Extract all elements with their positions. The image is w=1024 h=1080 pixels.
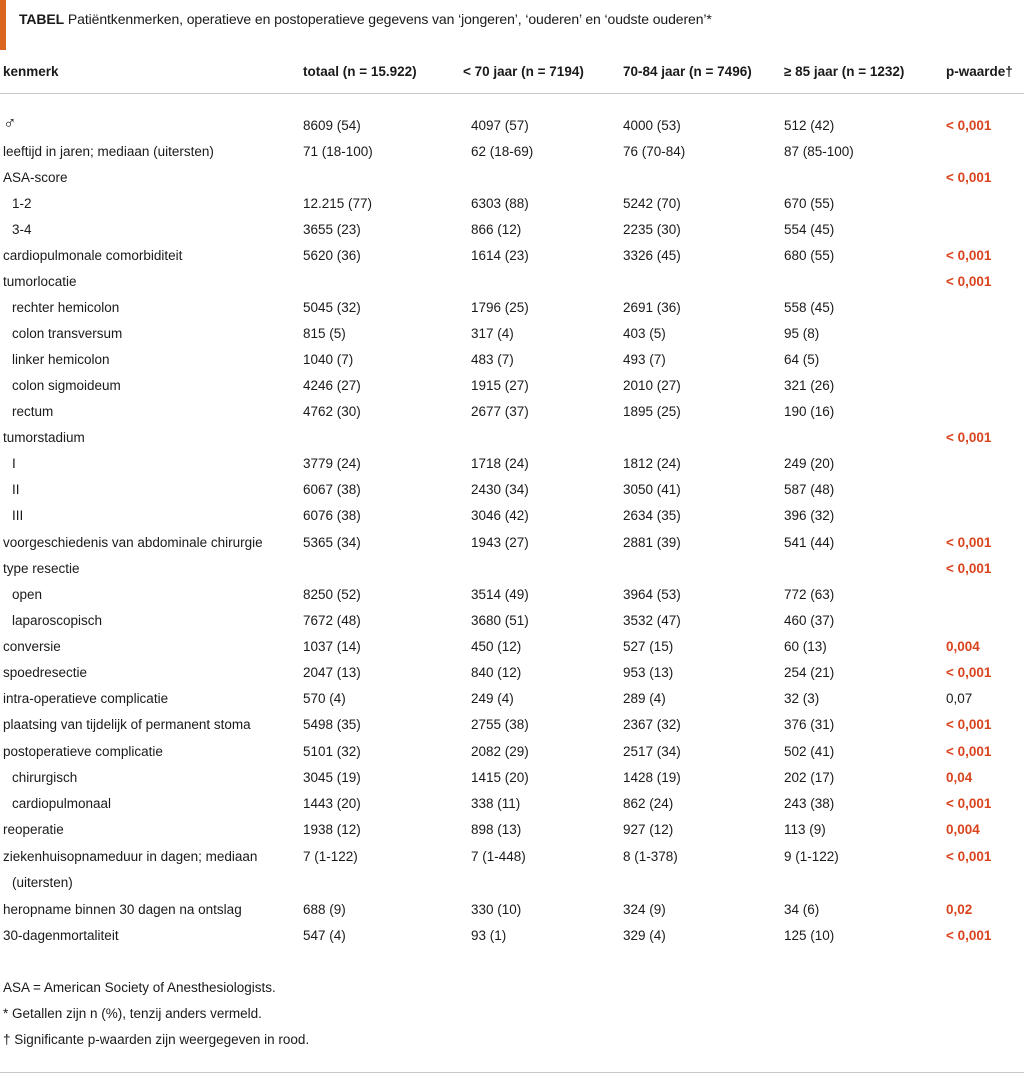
table-row [0,638,1024,664]
table-row [0,143,1024,169]
cell-old: 772 (63) [784,587,835,602]
p-value: < 0,001 [946,430,992,445]
cell-totaal: 1443 (20) [303,796,361,811]
cell-old: 376 (31) [784,717,835,732]
row-label-line: (uitersten) [12,875,73,890]
cell-mid: 2235 (30) [623,222,681,237]
cell-mid: 1895 (25) [623,404,681,419]
cell-totaal: 547 (4) [303,928,346,943]
cell-old: 249 (20) [784,456,835,471]
cell-old: 321 (26) [784,378,835,393]
header-mid: 70-84 jaar (n = 7496) [623,64,752,79]
cell-old: 460 (37) [784,613,835,628]
cell-old: 587 (48) [784,482,835,497]
cell-young: 1614 (23) [471,248,529,263]
cell-old: 554 (45) [784,222,835,237]
bottom-divider [0,1072,1024,1073]
cell-totaal: 6076 (38) [303,508,361,523]
cell-young: 483 (7) [471,352,514,367]
cell-totaal: 570 (4) [303,691,346,706]
cell-totaal: 815 (5) [303,326,346,341]
cell-old: 87 (85-100) [784,144,854,159]
row-label: spoedresectie [3,665,88,680]
cell-old: 680 (55) [784,248,835,263]
p-value: 0,02 [946,902,973,917]
cell-totaal: 5101 (32) [303,744,361,759]
cell-totaal: 1037 (14) [303,639,361,654]
cell-totaal: 3045 (19) [303,770,361,785]
cell-young: 3046 (42) [471,508,529,523]
cell-mid: 3964 (53) [623,587,681,602]
cell-totaal: 5045 (32) [303,300,361,315]
cell-mid: 403 (5) [623,326,666,341]
cell-young: 1415 (20) [471,770,529,785]
cell-young: 338 (11) [471,796,521,811]
p-value: < 0,001 [946,744,992,759]
table-row [0,507,1024,533]
cell-totaal: 4246 (27) [303,378,361,393]
row-label: rechter hemicolon [12,300,120,315]
row-label: II [12,482,20,497]
p-value: 0,04 [946,770,973,785]
p-value: < 0,001 [946,849,992,864]
cell-mid: 927 (12) [623,822,674,837]
cell-totaal: 2047 (13) [303,665,361,680]
cell-young: 2082 (29) [471,744,529,759]
cell-totaal: 5620 (36) [303,248,361,263]
cell-young: 6303 (88) [471,196,529,211]
cell-young: 7 (1-448) [471,849,526,864]
p-value: < 0,001 [946,170,992,185]
cell-totaal: 4762 (30) [303,404,361,419]
row-label: rectum [12,404,54,419]
table-row [0,429,1024,455]
cell-totaal: 71 (18-100) [303,144,373,159]
table-row [0,534,1024,560]
cell-old: 125 (10) [784,928,835,943]
cell-mid: 324 (9) [623,902,666,917]
p-value: < 0,001 [946,118,992,133]
row-label: plaatsing van tijdelijk of permanent stoma [3,717,251,732]
table-row [0,325,1024,351]
cell-totaal: 3655 (23) [303,222,361,237]
row-label: colon transversum [12,326,123,341]
cell-totaal: 12.215 (77) [303,196,373,211]
cell-totaal: 1040 (7) [303,352,354,367]
cell-young: 450 (12) [471,639,522,654]
cell-young: 840 (12) [471,665,522,680]
cell-old: 558 (45) [784,300,835,315]
row-label: postoperatieve complicatie [3,744,163,759]
table-row [0,169,1024,195]
cell-totaal: 5498 (35) [303,717,361,732]
row-label-line: ziekenhuisopnameduur in dagen; mediaan [3,849,258,864]
table-title-label: TABEL [19,11,65,27]
cell-young: 249 (4) [471,691,514,706]
cell-mid: 953 (13) [623,665,674,680]
table-row [0,299,1024,325]
cell-old: 512 (42) [784,118,835,133]
cell-old: 113 (9) [784,822,826,837]
table-row [0,716,1024,742]
cell-mid: 2634 (35) [623,508,681,523]
header-old: ≥ 85 jaar (n = 1232) [784,64,905,79]
row-label: I [12,456,16,471]
row-label: ♂ [3,113,17,133]
table-title-text: Patiëntkenmerken, operatieve en postoperatieve gegevens van ‘jongeren’, ‘ouderen’ en ‘oudste ouderen’* [67,11,712,27]
cell-young: 93 (1) [471,928,507,943]
cell-mid: 2691 (36) [623,300,681,315]
row-label: conversie [3,639,61,654]
cell-young: 330 (10) [471,902,522,917]
cell-old: 34 (6) [784,902,820,917]
cell-old: 190 (16) [784,404,835,419]
cell-old: 64 (5) [784,352,820,367]
table-row [0,560,1024,586]
row-label: type resectie [3,561,80,576]
table-row [0,351,1024,377]
p-value: 0,004 [946,639,980,654]
cell-totaal: 8250 (52) [303,587,361,602]
p-value: < 0,001 [946,248,992,263]
cell-mid: 1812 (24) [623,456,681,471]
header-young: < 70 jaar (n = 7194) [463,64,584,79]
row-label: 30-dagenmortaliteit [3,928,119,943]
table-row [0,795,1024,821]
cell-mid: 1428 (19) [623,770,681,785]
cell-mid: 4000 (53) [623,118,681,133]
cell-mid: 493 (7) [623,352,666,367]
p-value: < 0,001 [946,717,992,732]
cell-old: 541 (44) [784,535,835,550]
table-row [0,455,1024,481]
p-value: < 0,001 [946,665,992,680]
row-label: intra-operatieve complicatie [3,691,169,706]
table-row [0,221,1024,247]
cell-mid: 527 (15) [623,639,674,654]
cell-young: 3514 (49) [471,587,529,602]
p-value: < 0,001 [946,535,992,550]
cell-mid: 289 (4) [623,691,666,706]
cell-old: 396 (32) [784,508,835,523]
table-row [0,403,1024,429]
table-row [0,247,1024,273]
cell-totaal: 1938 (12) [303,822,361,837]
cell-young: 1796 (25) [471,300,529,315]
cell-young: 898 (13) [471,822,522,837]
p-value: < 0,001 [946,928,992,943]
row-label: tumorlocatie [3,274,77,289]
cell-old: 670 (55) [784,196,835,211]
row-label: cardiopulmonale comorbiditeit [3,248,183,263]
row-label: 3-4 [12,222,32,237]
table-row [0,848,1024,890]
row-label: III [12,508,24,523]
cell-totaal: 8609 (54) [303,118,361,133]
table-row [0,927,1024,953]
cell-mid: 5242 (70) [623,196,681,211]
table-row [0,612,1024,638]
cell-old: 202 (17) [784,770,835,785]
table-row [0,664,1024,690]
footnote: ASA = American Society of Anesthesiologists. [3,980,276,995]
p-value: < 0,001 [946,561,992,576]
row-label: 1-2 [12,196,32,211]
table-row [0,481,1024,507]
cell-young: 1915 (27) [471,378,529,393]
row-label: tumorstadium [3,430,85,445]
cell-young: 2755 (38) [471,717,529,732]
cell-mid: 2517 (34) [623,744,681,759]
table-title-bar [0,0,1024,50]
table-row [0,743,1024,769]
cell-old: 32 (3) [784,691,820,706]
table-row [0,377,1024,403]
cell-young: 2430 (34) [471,482,529,497]
cell-mid: 862 (24) [623,796,674,811]
row-label: cardiopulmonaal [12,796,112,811]
header-totaal: totaal (n = 15.922) [303,64,417,79]
header-kenmerk: kenmerk [3,64,59,79]
row-label: laparoscopisch [12,613,103,628]
table-row [0,273,1024,299]
table-row [0,586,1024,612]
cell-totaal: 7 (1-122) [303,849,358,864]
cell-mid: 76 (70-84) [623,144,686,159]
p-value: < 0,001 [946,274,992,289]
table-row [0,769,1024,795]
table-row [0,195,1024,221]
row-label: open [12,587,43,602]
cell-young: 1943 (27) [471,535,529,550]
cell-young: 317 (4) [471,326,514,341]
row-label: colon sigmoideum [12,378,121,393]
table-row [0,690,1024,716]
cell-totaal: 6067 (38) [303,482,361,497]
cell-mid: 3532 (47) [623,613,681,628]
table-row [0,113,1024,143]
row-label: voorgeschiedenis van abdominale chirurgie [3,535,263,550]
cell-young: 3680 (51) [471,613,529,628]
row-label: heropname binnen 30 dagen na ontslag [3,902,242,917]
cell-mid: 8 (1-378) [623,849,678,864]
row-label [3,844,293,896]
table-row [0,901,1024,927]
cell-totaal: 688 (9) [303,902,346,917]
cell-mid: 2367 (32) [623,717,681,732]
cell-old: 9 (1-122) [784,849,839,864]
cell-totaal: 3779 (24) [303,456,361,471]
cell-old: 243 (38) [784,796,835,811]
cell-totaal: 7672 (48) [303,613,361,628]
cell-old: 60 (13) [784,639,827,654]
p-value: < 0,001 [946,796,992,811]
cell-mid: 3050 (41) [623,482,681,497]
row-label: chirurgisch [12,770,78,785]
cell-young: 4097 (57) [471,118,529,133]
cell-young: 866 (12) [471,222,522,237]
cell-young: 1718 (24) [471,456,529,471]
table-title [19,11,712,27]
cell-mid: 2881 (39) [623,535,681,550]
cell-mid: 329 (4) [623,928,666,943]
cell-mid: 2010 (27) [623,378,681,393]
cell-mid: 3326 (45) [623,248,681,263]
row-label: ASA-score [3,170,68,185]
footnote: † Significante p-waarden zijn weergegeven in rood. [3,1032,310,1047]
header-divider [0,93,1024,94]
cell-old: 502 (41) [784,744,835,759]
row-label: reoperatie [3,822,64,837]
header-p: p-waarde† [946,64,1013,79]
cell-young: 2677 (37) [471,404,529,419]
cell-young: 62 (18-69) [471,144,534,159]
p-value: 0,07 [946,691,973,706]
cell-old: 95 (8) [784,326,820,341]
p-value: 0,004 [946,822,980,837]
cell-totaal: 5365 (34) [303,535,361,550]
cell-old: 254 (21) [784,665,835,680]
row-label: leeftijd in jaren; mediaan (uitersten) [3,144,214,159]
footnote: * Getallen zijn n (%), tenzij anders vermeld. [3,1006,262,1021]
row-label: linker hemicolon [12,352,110,367]
